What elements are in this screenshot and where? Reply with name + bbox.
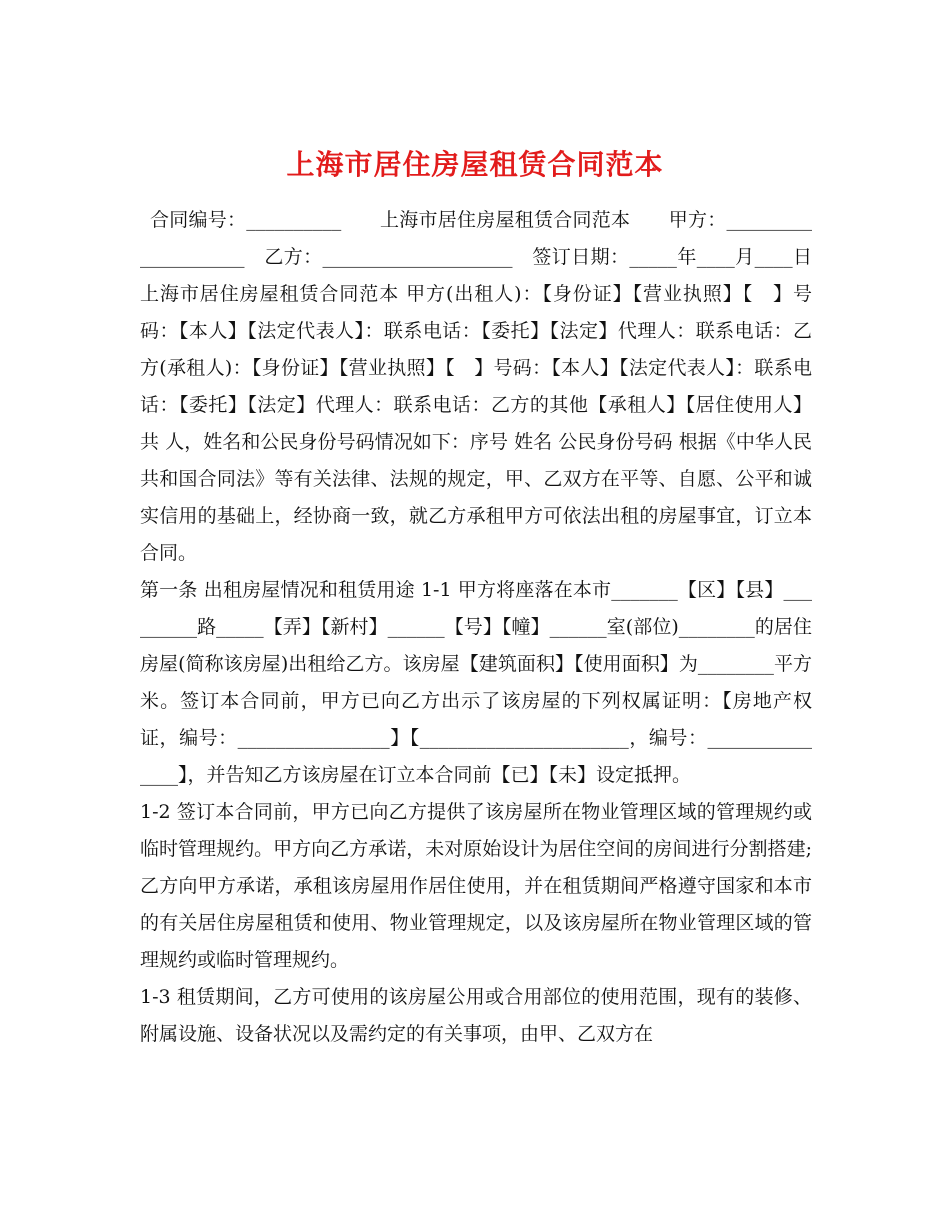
paragraph-article-1-1: 第一条 出租房屋情况和租赁用途 1-1 甲方将座落在本市_______【区】【县】_________路_____【弄】【新村】______【号】【幢】______室(部位)________的居住房屋(简称该房屋)出租给乙方。该房屋【建筑面积】【使用面积】为________平方米。签订本合同前，甲方已向乙方出示了该房屋的下列权属证明：【房地产权证，编号：________________】【______________________，编号：_______________】，并告知乙方该房屋在订立本合同前【已】【未】设定抵押。 <box>140 579 812 786</box>
paragraph-article-1-3: 1-3 租赁期间，乙方可使用的该房屋公用或合用部位的使用范围，现有的装修、附属设施、设备状况以及需约定的有关事项，由甲、乙双方在 <box>140 986 812 1045</box>
paragraph-article-1-2: 1-2 签订本合同前，甲方已向乙方提供了该房屋所在物业管理区域的管理规约或临时管理规约。甲方向乙方承诺，未对原始设计为居住空间的房间进行分割搭建;乙方向甲方承诺，承租该房屋用作居住使用，并在租赁期间严格遵守国家和本市的有关居住房屋租赁和使用、物业管理规定，以及该房屋所在物业管理区域的管理规约或临时管理规约。 <box>140 801 812 971</box>
document-body <box>140 202 870 1053</box>
paragraph-preamble: 合同编号：__________ 上海市居住房屋租赁合同范本 甲方：____________________ 乙方：____________________ 签订日期：_____年____月____日 上海市居住房屋租赁合同范本 甲方(出租人)：【身份证】【营业执照】【 】号码：【本人】【法定代表人】：联系电话：【委托】【法定】代理人：联系电话：乙方(承租人)：【身份证】【营业执照】【 】号码：【本人】【法定代表人】：联系电话：【委托】【法定】代理人：联系电话：乙方的其他【承租人】【居住使用人】共 人，姓名和公民身份号码情况如下：序号 姓名 公民身份号码 根据《中华人民共和国合同法》等有关法律、法规的规定，甲、乙双方在平等、自愿、公平和诚实信用的基础上，经协商一致，就乙方承租甲方可依法出租的房屋事宜，订立本合同。 <box>140 209 870 564</box>
document-title: 上海市居住房屋租赁合同范本 <box>286 147 664 181</box>
